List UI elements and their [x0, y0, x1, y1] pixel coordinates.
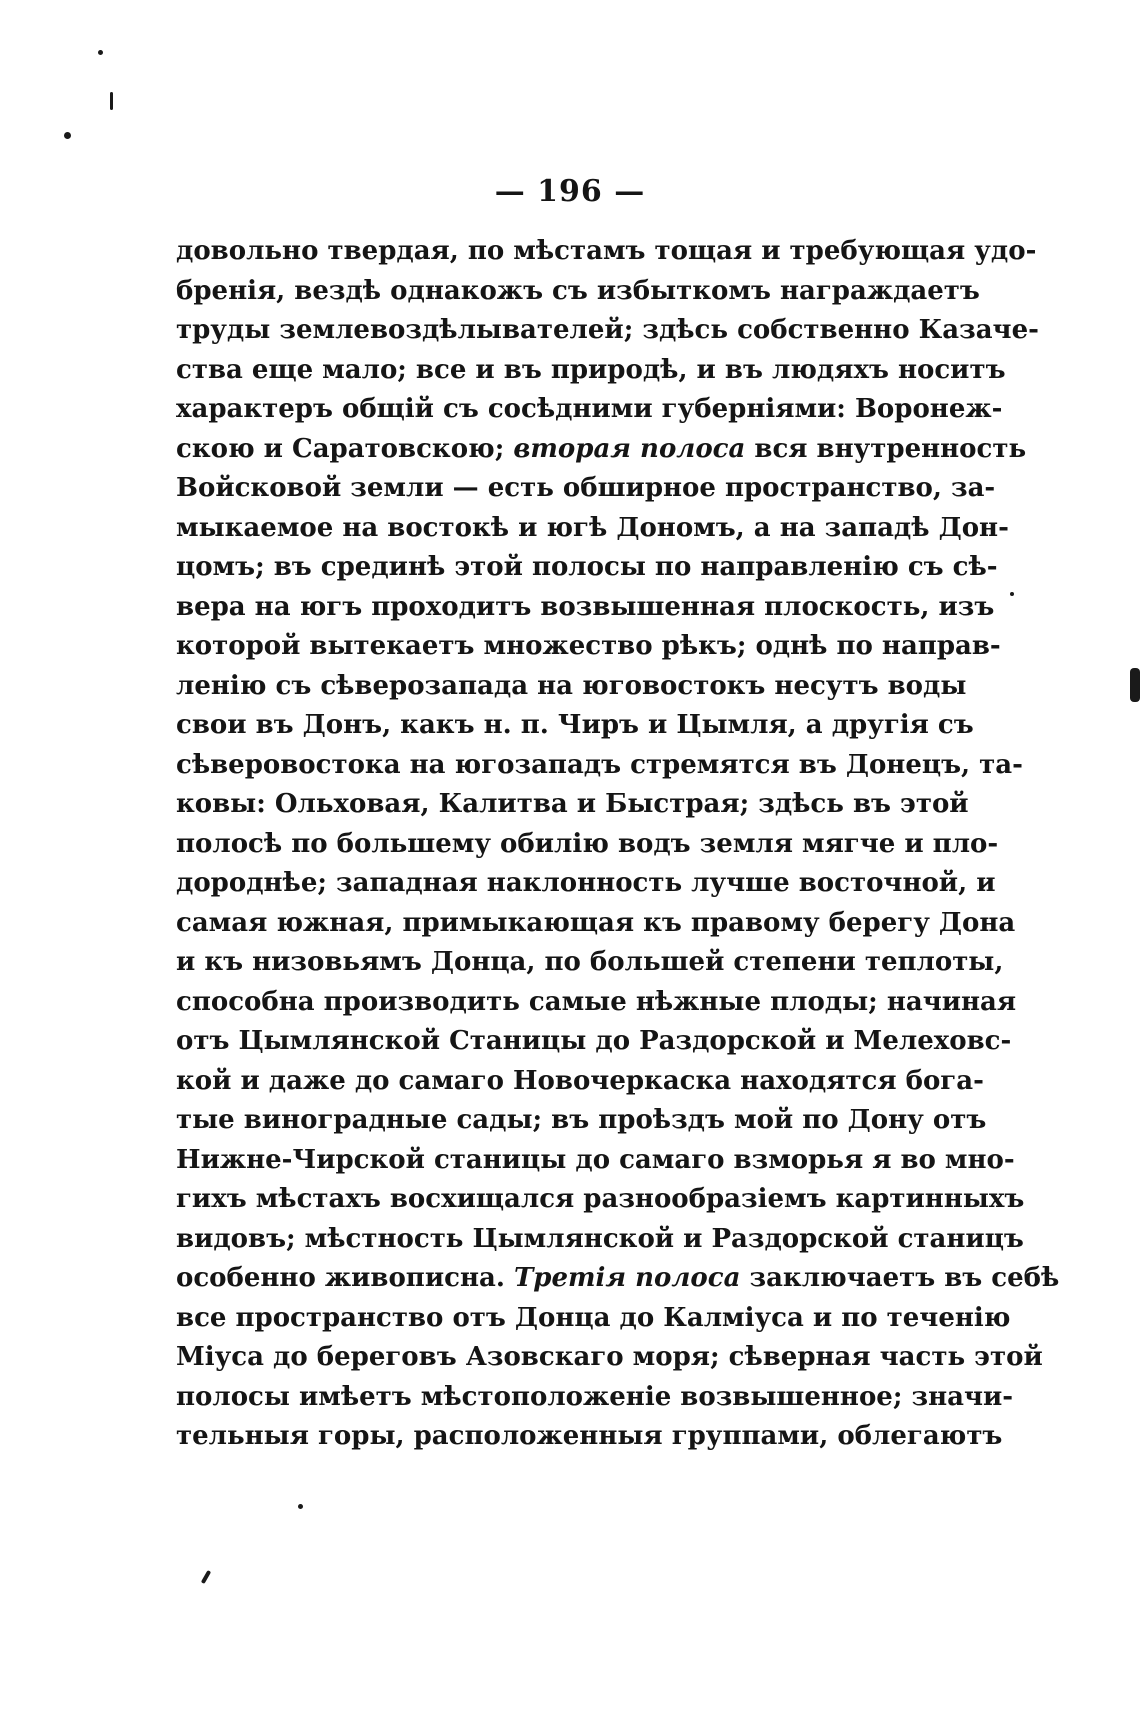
text-line: кой и даже до самаго Новочеркаска находятся бога- [176, 1065, 984, 1096]
text-line: Міуса до береговъ Азовскаго моря; сѣверная часть этой [176, 1342, 1043, 1372]
scan-speck [298, 1504, 303, 1509]
text-line: Нижне-Чирской станицы до самаго взморья я во мно- [176, 1144, 1015, 1175]
scan-speck [1010, 592, 1014, 596]
text-line: свои въ Донъ, какъ н. п. Чиръ и Цымля, а другія съ [176, 710, 974, 740]
text-line: вера на югъ проходитъ возвышенная плоскость, изъ [176, 591, 995, 622]
text-line: скою и Саратовскою; вторая полоса вся внутренность [176, 433, 1027, 464]
scan-speck [110, 92, 113, 110]
text-line: довольно твердая, по мѣстамъ тощая и требующая удо- [176, 236, 1037, 266]
text-line: сѣверовостока на югозападъ стремятся въ Донецъ, та- [176, 749, 1023, 780]
text-line: все пространство отъ Донца до Калміуса и по теченію [176, 1302, 1011, 1333]
body-text [176, 232, 1060, 1457]
scan-speck [1130, 668, 1140, 702]
text-line: способна производить самые нѣжные плоды; начиная [176, 986, 1017, 1017]
text-line: характеръ общій съ сосѣдними губерніями: Воронеж- [176, 394, 1003, 424]
text-line: гихъ мѣстахъ восхищался разнообразіемъ картинныхъ [176, 1184, 1025, 1214]
text-line: бренія, вездѣ однакожъ съ избыткомъ награждаетъ [176, 275, 980, 306]
text-line: тельныя горы, расположенныя группами, облегаютъ [176, 1421, 1003, 1451]
text-line: видовъ; мѣстность Цымлянской и Раздорской станицъ [176, 1223, 1024, 1254]
text-line: Войсковой земли — есть обширное пространство, за- [176, 473, 996, 503]
text-line: которой вытекаетъ множество рѣкъ; однѣ по направ- [176, 631, 1001, 661]
text-line: мыкаемое на востокѣ и югѣ Дономъ, а на западѣ Дон- [176, 512, 1009, 543]
text-line: труды землевоздѣлывателей; здѣсь собственно Казаче- [176, 315, 1039, 345]
text-line: самая южная, примыкающая къ правому берегу Дона [176, 907, 1016, 938]
text-line: особенно живописна. Третія полоса заключаетъ въ себѣ [176, 1263, 1060, 1293]
text-line: ства еще мало; все и въ природѣ, и въ людяхъ носитъ [176, 354, 1006, 385]
scan-speck [64, 132, 71, 139]
italic-phrase: Третія полоса [513, 1263, 741, 1293]
text-line: дороднѣе; западная наклонность лучше восточной, и [176, 868, 996, 898]
text-line: ленію съ сѣверозапада на юговостокъ несутъ воды [176, 670, 967, 701]
text-line: полосы имѣетъ мѣстоположеніе возвышенное; значи- [176, 1381, 1014, 1412]
scan-speck [201, 1570, 211, 1584]
italic-phrase: вторая полоса [513, 433, 746, 464]
scan-speck [98, 50, 103, 55]
text-line: отъ Цымлянской Станицы до Раздорской и Мелеховс- [176, 1026, 1012, 1056]
page-number: — 196 — [494, 174, 646, 209]
text-line: и къ низовьямъ Донца, по большей степени теплоты, [176, 947, 1004, 977]
text-line: полосѣ по большему обилію водъ земля мягче и пло- [176, 828, 999, 859]
text-line: тые виноградные сады; въ проѣздъ мой по Дону отъ [176, 1105, 987, 1135]
text-line: цомъ; въ срединѣ этой полосы по направленію съ сѣ- [176, 552, 998, 582]
text-line: ковы: Ольховая, Калитва и Быстрая; здѣсь въ этой [176, 789, 969, 819]
